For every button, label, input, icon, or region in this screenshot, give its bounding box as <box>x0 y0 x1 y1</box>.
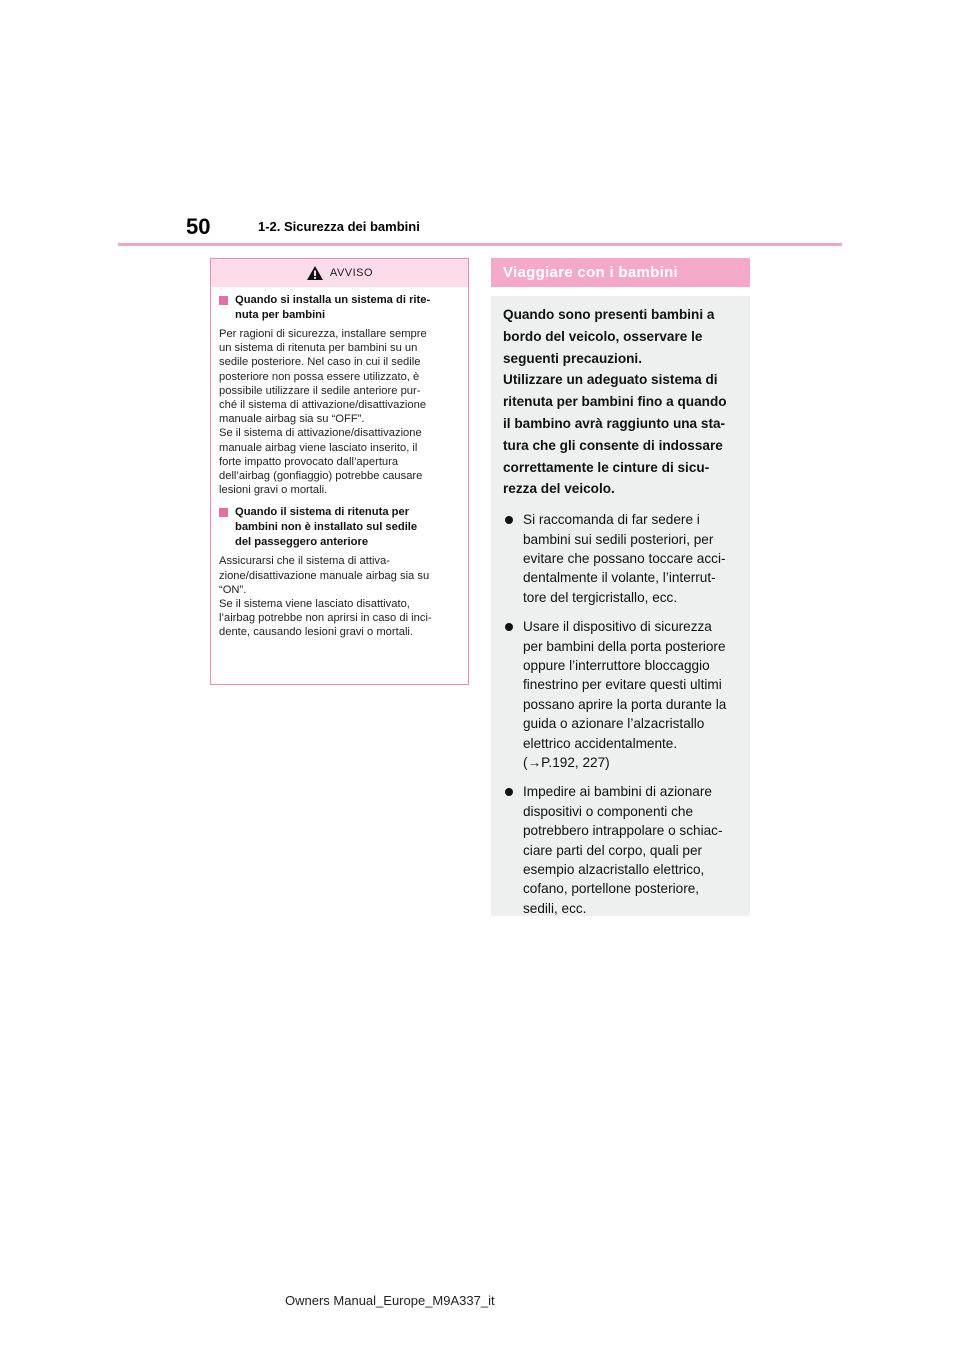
warning-box <box>210 258 469 685</box>
warning-title: AVVISO <box>329 267 374 279</box>
section-title: 1-2. Sicurezza dei bambini <box>258 219 420 234</box>
square-bullet-icon <box>219 508 228 517</box>
list-item <box>503 510 740 607</box>
info-title: Viaggiare con i bambini <box>503 264 678 281</box>
warning-item-heading-text: Quando si installa un sistema di rite- nuta per bambini <box>235 294 431 321</box>
page-number: 50 <box>186 214 211 239</box>
warning-item-heading <box>219 293 461 323</box>
warning-triangle-icon <box>306 265 324 281</box>
info-list <box>503 510 740 918</box>
bullet-dot-icon <box>505 788 513 796</box>
list-item <box>503 617 740 772</box>
list-item-text: Usare il dispositivo di sicurezza per bambini della porta posteriore oppure l’interruttore bloccaggio finestrino per evitare questi ultimi possano aprire la porta durante la guida o azionare l’alzacristallo elettrico accidentalmente. (→P.192, 227) <box>523 619 727 771</box>
bullet-dot-icon <box>505 516 513 524</box>
info-header <box>491 258 750 287</box>
list-item-text: Si raccomanda di far sedere i bambini sui sedili posteriori, per evitare che possano toccare acci- dentalmente il volante, l’interrut- tore del tergicristallo, ecc. <box>523 512 726 605</box>
bullet-dot-icon <box>505 623 513 631</box>
warning-item-heading <box>219 505 461 550</box>
warning-body <box>211 287 468 640</box>
list-item-text: Impedire ai bambini di azionare dispositivi o componenti che potrebbero intrappolare o schiac- ciare parti del corpo, quali per esempio alzacristallo elettrico, cofano, portellone posteriore, sedili, ecc. <box>523 784 723 916</box>
warning-item-text: Per ragioni di sicurezza, installare sempre un sistema di ritenuta per bambini su un sedile posteriore. Nel caso in cui il sedile posteriore non possa essere utilizzato, è possibile utilizzare il sedile anteriore pur- ché il sistema di attivazione/disattivazione manuale airbag sia su “OFF”. Se il sistema di attivazione/disattivazione manuale airbag viene lasciato inserito, il forte impatto provocato dall’apertura dell’airbag (gonfiaggio) potrebbe causare lesioni gravi o mortali. <box>219 328 427 497</box>
info-intro: Quando sono presenti bambini a bordo del veicolo, osservare le seguenti precauzioni. Utilizzare un adeguato sistema di ritenuta per bambini fino a quando il bambino avrà raggiunto una sta- tura che gli consente di indossare correttamente le cinture di sicu- rezza del veicolo. <box>503 307 727 497</box>
header-rule <box>118 243 842 246</box>
warning-item <box>219 505 461 639</box>
info-box <box>491 296 750 916</box>
footer-text: Owners Manual_Europe_M9A337_it <box>285 1293 495 1308</box>
list-item <box>503 782 740 918</box>
warning-item-text: Assicurarsi che il sistema di attiva- zione/disattivazione manuale airbag sia su “ON”. Se il sistema viene lasciato disattivato, l’airbag potrebbe non aprirsi in caso di inci- dente, causando lesioni gravi o mortali. <box>219 555 432 639</box>
warning-item-heading-text: Quando il sistema di ritenuta per bambini non è installato sul sedile del passeggero anteriore <box>235 506 418 549</box>
square-bullet-icon <box>219 296 228 305</box>
warning-header <box>211 259 468 287</box>
warning-item <box>219 293 461 497</box>
